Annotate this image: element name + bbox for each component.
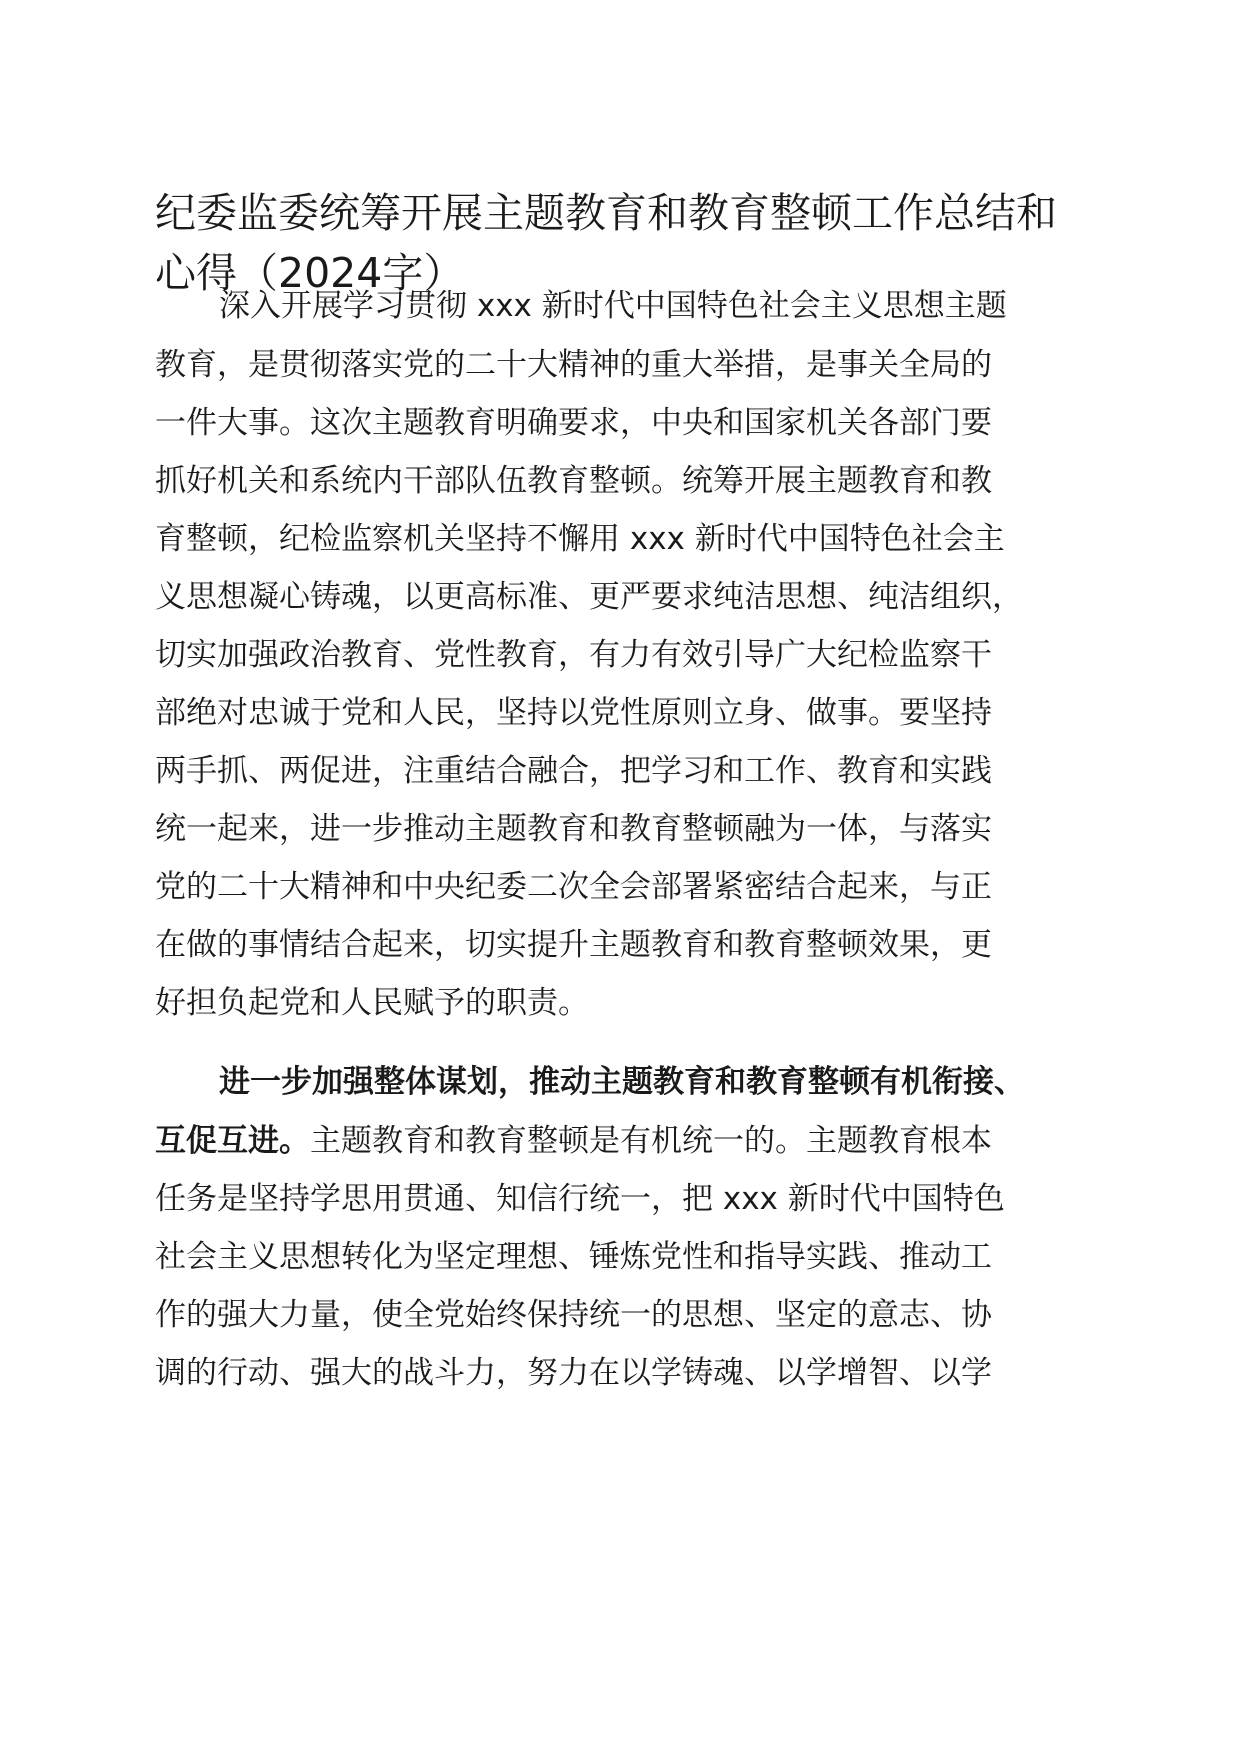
paragraph-1-line-13: 好担负起党和人民赋予的职责。 bbox=[155, 985, 589, 1021]
paragraph-2-line-2-text: 主题教育和教育整顿是有机统一的。主题教育根本 bbox=[310, 1123, 992, 1159]
paragraph-1-line-8: 部绝对忠诚于党和人民，坚持以党性原则立身、做事。要坚持 bbox=[155, 695, 992, 731]
paragraph-2-heading: 进一步加强整体谋划，推动主题教育和教育整顿有机衔接、 bbox=[219, 1064, 1025, 1100]
paragraph-2-line-5: 作的强大力量，使全党始终保持统一的思想、坚定的意志、协 bbox=[155, 1297, 992, 1333]
paragraph-2-line-3: 任务是坚持学思用贯通、知信行统一，把 xxx 新时代中国特色 bbox=[155, 1181, 1005, 1217]
paragraph-2-line-4: 社会主义思想转化为坚定理想、锤炼党性和指导实践、推动工 bbox=[155, 1239, 992, 1275]
paragraph-1-line-3: 一件大事。这次主题教育明确要求，中央和国家机关各部门要 bbox=[155, 405, 992, 441]
document-title: 纪委监委统筹开展主题教育和教育整顿工作总结和心得（2024字） bbox=[155, 189, 1057, 297]
paragraph-1-line-5: 育整顿，纪检监察机关坚持不懈用 xxx 新时代中国特色社会主 bbox=[155, 521, 1005, 557]
paragraph-1-line-1: 深入开展学习贯彻 xxx 新时代中国特色社会主义思想主题 bbox=[219, 288, 1007, 324]
paragraph-1-line-9: 两手抓、两促进，注重结合融合，把学习和工作、教育和实践 bbox=[155, 753, 992, 789]
paragraph-1-line-10: 统一起来，进一步推动主题教育和教育整顿融为一体，与落实 bbox=[155, 811, 992, 847]
paragraph-1-line-2: 教育，是贯彻落实党的二十大精神的重大举措，是事关全局的 bbox=[155, 347, 992, 383]
paragraph-1-line-7: 切实加强政治教育、党性教育，有力有效引导广大纪检监察干 bbox=[155, 637, 992, 673]
paragraph-2-line-2 bbox=[155, 1121, 1095, 1161]
paragraph-2-line-6: 调的行动、强大的战斗力，努力在以学铸魂、以学增智、以学 bbox=[155, 1355, 992, 1391]
paragraph-1-line-6: 义思想凝心铸魂，以更高标准、更严要求纯洁思想、纯洁组织， bbox=[155, 579, 1023, 615]
paragraph-2-heading-end: 互促互进。 bbox=[155, 1123, 310, 1159]
paragraph-1-line-11: 党的二十大精神和中央纪委二次全会部署紧密结合起来，与正 bbox=[155, 869, 992, 905]
paragraph-1-line-12: 在做的事情结合起来，切实提升主题教育和教育整顿效果，更 bbox=[155, 927, 992, 963]
paragraph-1-line-4: 抓好机关和系统内干部队伍教育整顿。统筹开展主题教育和教 bbox=[155, 463, 992, 499]
